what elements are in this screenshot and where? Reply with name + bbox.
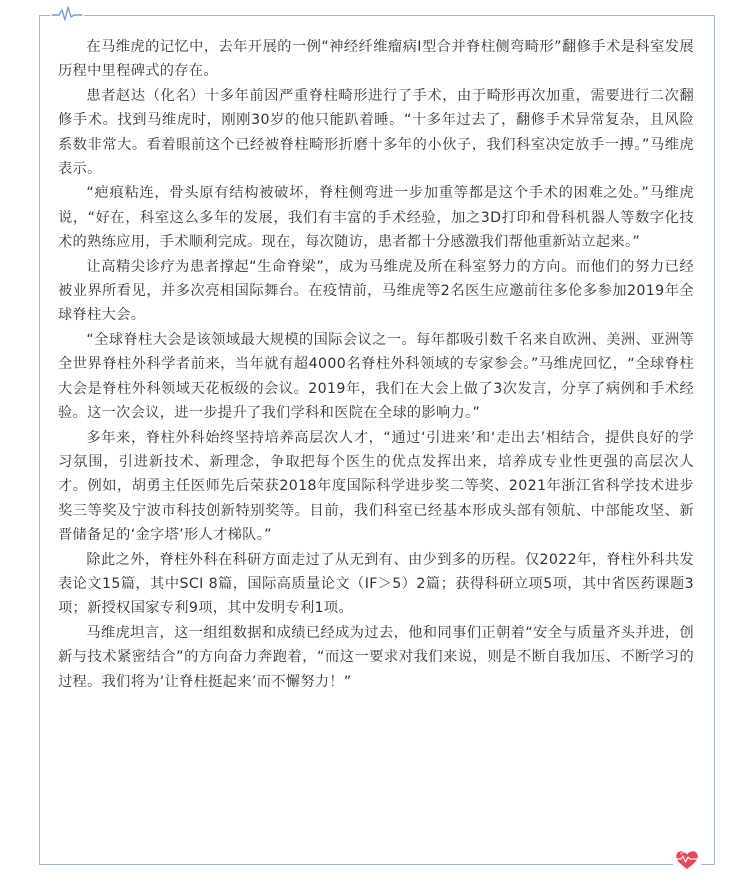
paragraph: 马维虎坦言，这一组组数据和成绩已经成为过去，他和同事们正朝着“安全与质量齐头并进，创新与技术紧密结合”的方向奋力奔跑着，“而这一要求对我们来说，则是不断自我加压、不断学习的过程。我们将为‘让脊柱挺起来’而不懈努力！” bbox=[58, 624, 694, 690]
heart-icon bbox=[673, 848, 701, 872]
paragraph: 多年来，脊柱外科始终坚持培养高层次人才，“通过‘引进来’和‘走出去’相结合，提供良好的学习氛围，引进新技术、新理念，争取把每个医生的优点发挥出来，培养成专业性更强的高层次人才。例如，胡勇主任医师先后荣获2018年度国际科学进步奖二等奖、2021年浙江省科学技术进步奖三等奖及宁波市科技创新特别奖等。目前，我们科室已经基本形成头部有领航、中部能攻坚、新晋储备足的‘金字塔’形人才梯队。” bbox=[58, 429, 694, 544]
paragraph: 患者赵达（化名）十多年前因严重脊柱畸形进行了手术，由于畸形再次加重，需要进行二次翻修手术。找到马维虎时，刚刚30岁的他只能趴着睡。“十多年过去了，翻修手术异常复杂，且风险系数非常大。看着眼前这个已经被脊柱畸形折磨十多年的小伙子，我们科室决定放手一搏。”马维虎表示。 bbox=[58, 87, 694, 178]
article-body bbox=[58, 35, 694, 694]
paragraph: 让高精尖诊疗为患者撑起“生命脊梁”，成为马维虎及所在科室努力的方向。而他们的努力已经被业界所看见，并多次亮相国际舞台。在疫情前，马维虎等2名医生应邀前往多伦多参加2019年全球脊柱大会。 bbox=[58, 258, 694, 324]
paragraph: “疤痕粘连，骨头原有结构被破坏，脊柱侧弯进一步加重等都是这个手术的困难之处。”马维虎说，“好在，科室这么多年的发展，我们有丰富的手术经验，加之3D打印和骨科机器人等数字化技术的熟练应用，手术顺利完成。现在，每次随访，患者都十分感激我们帮他重新站立起来。” bbox=[58, 185, 694, 251]
paragraph: 除此之外，脊柱外科在科研方面走过了从无到有、由少到多的历程。仅2022年，脊柱外科共发表论文15篇，其中SCI 8篇，国际高质量论文（IF＞5）2篇；获得科研立项5项，其中省医药课题3项；新授权国家专利9项，其中发明专利1项。 bbox=[58, 551, 694, 617]
paragraph: 在马维虎的记忆中，去年开展的一例“神经纤维瘤病Ⅰ型合并脊柱侧弯畸形”翻修手术是科室发展历程中里程碑式的存在。 bbox=[58, 39, 694, 80]
paragraph: “全球脊柱大会是该领域最大规模的国际会议之一。每年都吸引数千名来自欧洲、美洲、亚洲等全世界脊柱外科学者前来，当年就有超4000名脊柱外科领域的专家参会。”马维虎回忆，“全球脊柱大会是脊柱外科领域天花板级的会议。2019年，我们在大会上做了3次发言，分享了病例和手术经验。这一次会议，进一步提升了我们学科和医院在全球的影响力。” bbox=[58, 331, 694, 422]
heartbeat-line-icon bbox=[50, 3, 84, 25]
